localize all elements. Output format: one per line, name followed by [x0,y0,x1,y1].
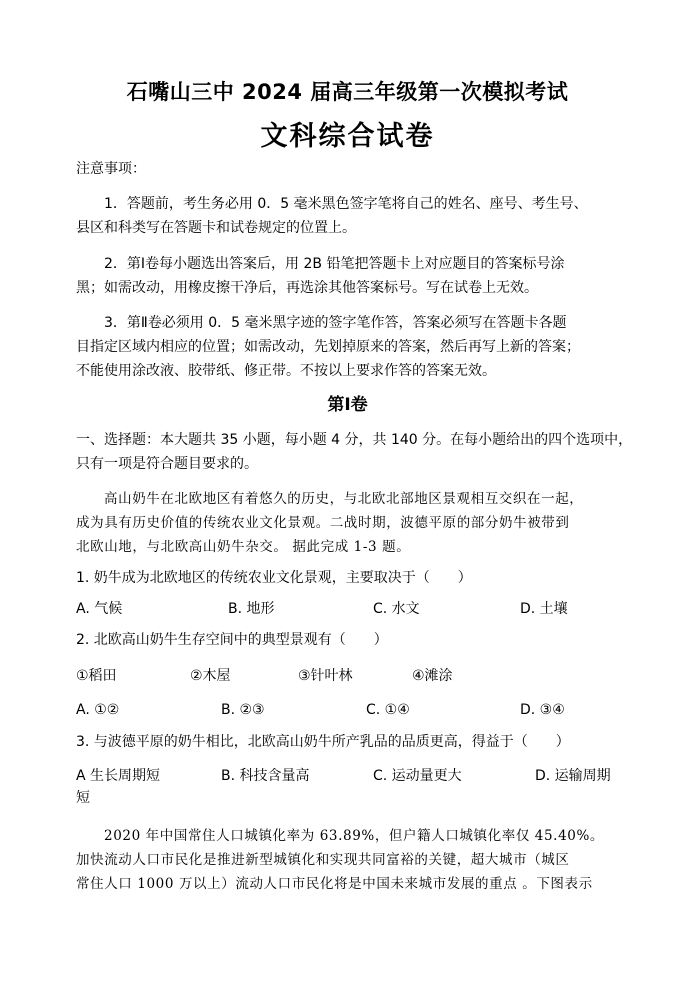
section-title: 第Ⅰ卷 [327,395,368,415]
passage-2-line-3: 常住人口 1000 万以上）流动人口市民化将是中国未来城市发展的重点 。下图表示 [76,876,593,892]
section-instruction-line-1: 一、选择题：本大题共 35 小题，每小题 4 分，共 140 分。在每小题给出的四个选项中， [76,432,633,448]
note-3-line-3: 不能使用涂改液、胶带纸、修正带。不按以上要求作答的答案无效。 [76,363,496,379]
question-2-option-a: A. ①② [76,702,120,718]
question-1-option-b: B. 地形 [228,601,275,617]
question-2-stem: 2. 北欧高山奶牛生存空间中的典型景观有（ ） [76,632,388,648]
exam-title: 石嘴山三中 2024 届高三年级第一次模拟考试 [126,80,569,104]
question-1-option-c: C. 水文 [373,601,420,617]
note-1-line-1: 1．答题前，考生务必用 0．5 毫米黑色签字笔将自己的姓名、座号、考生号、 [104,196,588,212]
question-2-option-d: D. ③④ [520,702,565,718]
passage-2-line-1: 2020 年中国常住人口城镇化率为 63.89%，但户籍人口城镇化率仅 45.40%。 [104,828,604,844]
passage-1-line-2: 成为具有历史价值的传统农业文化景观。二战时期，波德平原的部分奶牛被带到 [76,515,570,531]
question-3-option-c: C. 运动量更大 [373,768,462,784]
question-2-item-4: ④滩涂 [412,668,453,684]
question-3-option-b: B. 科技含量高 [221,768,310,784]
question-1-option-a: A. 气候 [76,601,123,617]
question-2-item-2: ②木屋 [190,668,231,684]
question-3-option-d-wrap: 短 [76,790,90,806]
question-2-item-1: ①稻田 [76,668,117,684]
question-1-stem: 1. 奶牛成为北欧地区的传统农业文化景观，主要取决于（ ） [76,570,472,586]
passage-1-line-3: 北欧山地，与北欧高山奶牛杂交。 据此完成 1-3 题。 [76,539,411,555]
question-1-option-d: D. 土壤 [520,601,568,617]
passage-1-line-1: 高山奶牛在北欧地区有着悠久的历史，与北欧北部地区景观相互交织在一起， [104,491,584,507]
question-3-stem: 3. 与波德平原的奶牛相比，北欧高山奶牛所产乳品的品质更高，得益于（ ） [76,734,570,750]
question-3-option-a: A 生长周期短 [76,768,161,784]
note-3-line-1: 3．第Ⅱ卷必须用 0．5 毫米黑字迹的签字笔作答，答案必须写在答题卡各题 [104,315,567,331]
question-3-option-d: D. 运输周期 [535,768,611,784]
question-2-option-c: C. ①④ [366,702,410,718]
note-3-line-2: 目指定区域内相应的位置；如需改动，先划掉原来的答案，然后再写上新的答案； [76,339,580,355]
exam-subtitle: 文科综合试卷 [260,121,435,152]
question-2-option-b: B. ②③ [221,702,265,718]
passage-2-line-2: 加快流动人口市民化是推进新型城镇化和实现共同富裕的关键，超大城市（城区 [76,852,570,868]
note-2-line-2: 黑；如需改动，用橡皮擦干净后，再选涂其他答案标号。写在试卷上无效。 [76,280,538,296]
question-2-item-3: ③针叶林 [298,668,353,684]
note-2-line-1: 2．第Ⅰ卷每小题选出答案后，用 2B 铅笔把答题卡上对应题目的答案标号涂 [104,256,565,272]
notes-heading: 注意事项： [76,161,146,177]
note-1-line-2: 县区和科类写在答题卡和试卷规定的位置上。 [76,220,356,236]
section-instruction-line-2: 只有一项是符合题目要求的。 [76,456,258,472]
